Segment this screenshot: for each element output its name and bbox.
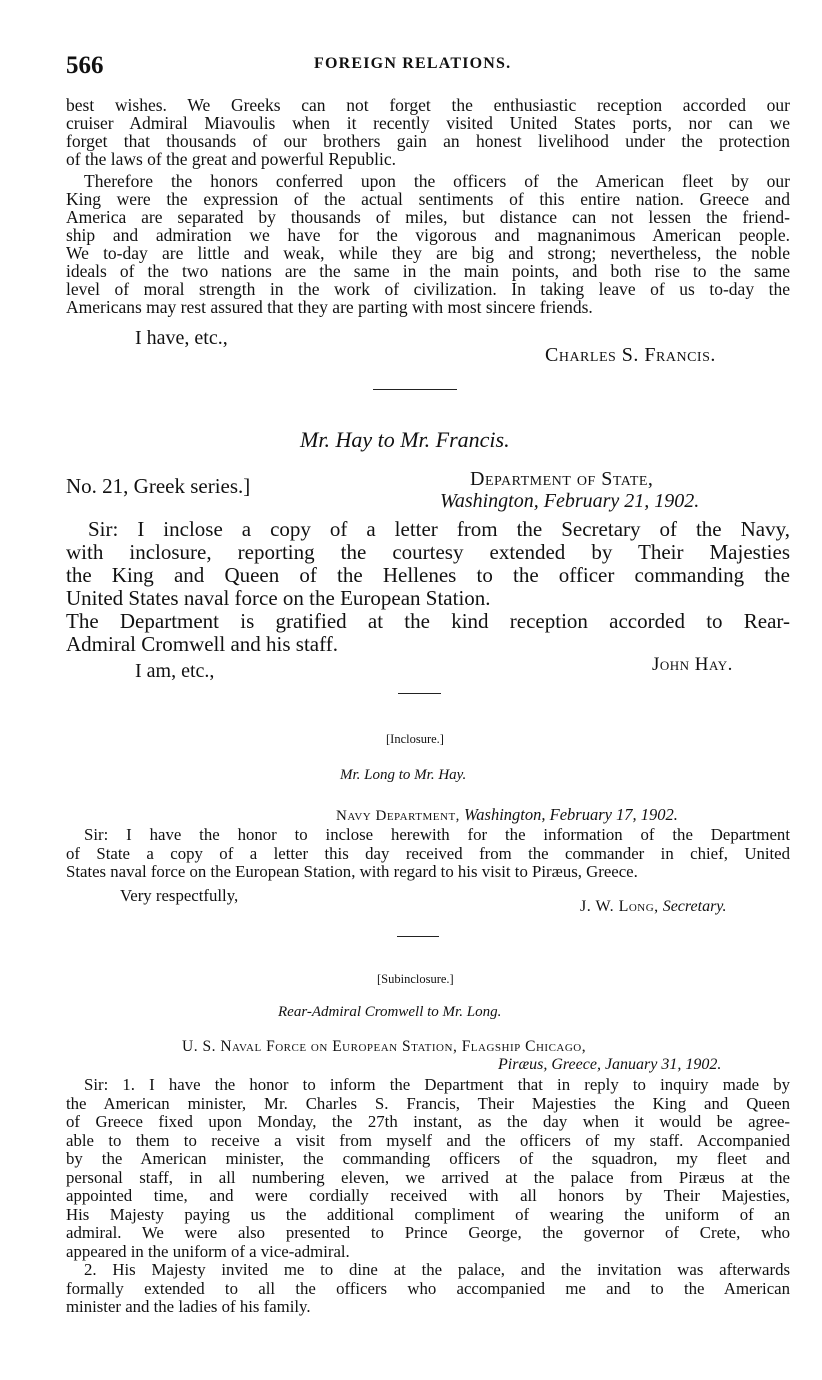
section-divider (373, 389, 457, 390)
dateline-place-date: Washington, February 17, 1902. (464, 805, 678, 824)
page-number: 566 (66, 52, 104, 79)
text-line: His Majesty paying us the additional compliment of wearing the uniform of an (66, 1204, 790, 1224)
text-line: the American minister, Mr. Charles S. Francis, Their Majesties the King and Queen (66, 1093, 790, 1113)
department-heading: Department of State, (470, 468, 654, 490)
letter-title: Rear-Admiral Cromwell to Mr. Long. (278, 1004, 502, 1020)
text-line: The Department is gratified at the kind reception accorded to Rear- (66, 609, 790, 633)
running-title: FOREIGN RELATIONS. (314, 55, 512, 72)
paragraph-continuation (66, 96, 790, 168)
subinclosure-label: [Subinclosure.] (377, 972, 454, 986)
letter-number: No. 21, Greek series.] (66, 474, 251, 498)
text-line: level of moral strength in the work of civilization. In taking leave of us to-day the (66, 279, 790, 299)
text-line: of the laws of the great and powerful Republic. (66, 149, 396, 169)
section-divider (398, 693, 441, 694)
text-line: Therefore the honors conferred upon the officers of the American fleet by our (84, 171, 790, 191)
letter-title: Mr. Hay to Mr. Francis. (300, 427, 510, 452)
text-line: able to them to receive a visit from myself and the officers of my staff. Accompanied (66, 1130, 790, 1150)
text-line: Americans may rest assured that they are parting with most sincere friends. (66, 297, 593, 317)
text-line: appointed time, and were cordially received with all honors by Their Majesties, (66, 1186, 790, 1205)
text-line: admiral. We were also presented to Prince George, the governor of Crete, who (66, 1223, 790, 1242)
letter-body (66, 1076, 790, 1317)
text-line: Sir: 1. I have the honor to inform the Department that in reply to inquiry made by (84, 1075, 790, 1094)
text-line: King were the expression of the actual sentiments of this entire nation. Greece and (66, 189, 790, 209)
closing-formula: Very respectfully, (120, 886, 239, 905)
text-line: best wishes. We Greeks can not forget the enthusiastic reception accorded our (66, 95, 790, 115)
inclosure-label: [Inclosure.] (386, 732, 444, 746)
signature-name: J. W. Long, (580, 898, 659, 915)
letter-title: Mr. Long to Mr. Hay. (340, 767, 467, 783)
text-line: ship and admiration we have for the vigorous and magnanimous American people. (66, 225, 790, 245)
text-line: with inclosure, reporting the courtesy extended by Their Majesties (66, 540, 790, 564)
text-line: United States naval force on the European Station. (66, 586, 491, 610)
text-line: the King and Queen of the Hellenes to the officer commanding the (66, 563, 790, 587)
text-line: Sir: I have the honor to inclose herewith for the information of the Department (84, 825, 790, 844)
text-line: personal staff, in all numbering eleven, we arrived at the palace from Piræus at the (66, 1167, 790, 1187)
letter-body (66, 518, 790, 656)
text-line: cruiser Admiral Miavoulis when it recently visited United States ports, nor can we (66, 113, 790, 133)
text-line: Sir: I inclose a copy of a letter from the Secretary of the Navy, (88, 517, 790, 541)
paragraph-therefore (66, 172, 790, 316)
text-line: Admiral Cromwell and his staff. (66, 632, 338, 656)
text-line: ideals of the two nations are the same in the main points, and both rise to the same (66, 261, 790, 281)
text-line: forget that thousands of our brothers gain an honest livelihood under the protection (66, 131, 790, 151)
text-line: We to-day are little and weak, while they are big and strong; nevertheless, the noble (66, 243, 790, 263)
dateline (336, 805, 678, 825)
section-divider (397, 936, 439, 937)
place-date: Washington, February 21, 1902. (440, 490, 700, 512)
signature: Charles S. Francis. (545, 344, 716, 366)
text-line: minister and the ladies of his family. (66, 1297, 311, 1316)
signature (580, 898, 727, 916)
text-line: America are separated by thousands of miles, but distance can not lessen the friend- (66, 207, 790, 227)
closing-formula: I am, etc., (135, 660, 215, 682)
dateline-place-date: Piræus, Greece, January 31, 1902. (498, 1056, 722, 1073)
text-line: by the American minister, the commanding officers of the squadron, my fleet and (66, 1149, 790, 1168)
text-line: formally extended to all the officers who accompanied me and to the American (66, 1278, 790, 1298)
text-line: 2. His Majesty invited me to dine at the palace, and the invitation was afterwards (84, 1260, 790, 1279)
letter-body (66, 826, 790, 882)
signature-title: Secretary. (662, 898, 727, 915)
dateline-department: Navy Department, (336, 808, 460, 824)
text-line: appeared in the uniform of a vice-admiral. (66, 1241, 350, 1261)
text-line: States naval force on the European Station, with regard to his visit to Piræus, Greece. (66, 862, 638, 881)
signature: John Hay. (652, 654, 733, 675)
text-line: of Greece fixed upon Monday, the 27th instant, as the day when it would be agree- (66, 1112, 790, 1131)
dateline: U. S. Naval Force on European Station, Flagship Chicago, (182, 1038, 587, 1055)
text-line: of State a copy of a letter this day received from the commander in chief, United (66, 843, 790, 863)
closing-formula: I have, etc., (135, 327, 228, 349)
